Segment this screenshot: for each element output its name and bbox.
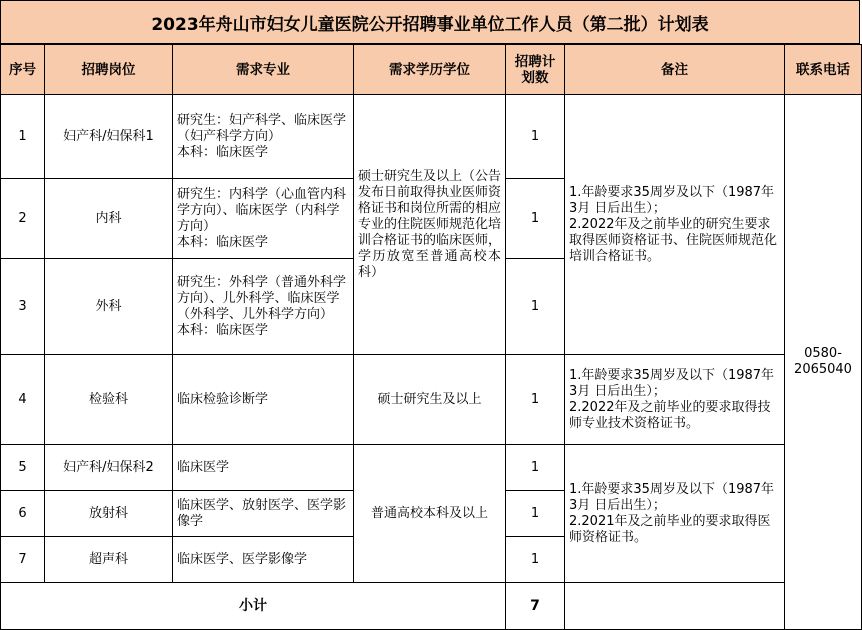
contact-phone: 0580-2065040	[785, 95, 862, 630]
row-plan: 1	[506, 259, 565, 355]
header-phone: 联系电话	[785, 45, 862, 95]
subtotal-label: 小计	[1, 583, 506, 630]
row-post: 放射科	[45, 491, 173, 537]
table-row	[1, 355, 862, 445]
remark-group-1: 1.年龄要求35周岁及以下（1987年3月 日后出生）； 2.2022年及之前毕业的研究生要求取得医师资格证书、住院医师规范化培训合格证书。	[565, 95, 785, 355]
row-no: 7	[1, 537, 45, 583]
row-plan: 1	[506, 445, 565, 491]
table-row	[1, 445, 862, 491]
row-post: 外科	[45, 259, 173, 355]
row-post: 妇产科/妇保科1	[45, 95, 173, 179]
subtotal-value: 7	[506, 583, 565, 630]
row-plan: 1	[506, 179, 565, 259]
header-degree: 需求学历学位	[354, 45, 506, 95]
degree-group-2: 硕士研究生及以上	[354, 355, 506, 445]
row-no: 1	[1, 95, 45, 179]
plan-table	[0, 44, 862, 630]
row-major: 临床检验诊断学	[173, 355, 354, 445]
remark-group-3: 1.年龄要求35周岁及以下（1987年3月 日后出生）； 2.2021年及之前毕业的要求取得医师资格证书。	[565, 445, 785, 583]
row-plan: 1	[506, 537, 565, 583]
row-post: 妇产科/妇保科2	[45, 445, 173, 491]
header-plan: 招聘计划数	[506, 45, 565, 95]
subtotal-remark-empty	[565, 583, 785, 630]
remark-group-2: 1.年龄要求35周岁及以下（1987年3月 日后出生）； 2.2022年及之前毕业的要求取得技师专业技术资格证书。	[565, 355, 785, 445]
header-row	[1, 45, 862, 95]
page-title: 2023年舟山市妇女儿童医院公开招聘事业单位工作人员（第二批）计划表	[0, 0, 860, 44]
row-major: 研究生：妇产科学、临床医学（妇产科学方向） 本科：临床医学	[173, 95, 354, 179]
row-major: 研究生：外科学（普通外科学方向）、儿外科学、临床医学（外科学、儿外科学方向） 本科：临床医学	[173, 259, 354, 355]
subtotal-row	[1, 583, 862, 630]
row-post: 超声科	[45, 537, 173, 583]
row-no: 5	[1, 445, 45, 491]
row-plan: 1	[506, 491, 565, 537]
row-post: 内科	[45, 179, 173, 259]
row-no: 6	[1, 491, 45, 537]
row-post: 检验科	[45, 355, 173, 445]
row-major: 临床医学	[173, 445, 354, 491]
row-no: 3	[1, 259, 45, 355]
row-plan: 1	[506, 355, 565, 445]
row-no: 4	[1, 355, 45, 445]
row-major: 研究生：内科学（心血管内科学方向）、临床医学（内科学方向） 本科：临床医学	[173, 179, 354, 259]
row-major: 临床医学、放射医学、医学影像学	[173, 491, 354, 537]
row-plan: 1	[506, 95, 565, 179]
row-major: 临床医学、医学影像学	[173, 537, 354, 583]
header-major: 需求专业	[173, 45, 354, 95]
header-post: 招聘岗位	[45, 45, 173, 95]
header-remark: 备注	[565, 45, 785, 95]
table-row	[1, 95, 862, 179]
row-no: 2	[1, 179, 45, 259]
degree-group-3: 普通高校本科及以上	[354, 445, 506, 583]
degree-group-1: 硕士研究生及以上（公告发布日前取得执业医师资格证书和岗位所需的相应专业的住院医师规范化培训合格证书的临床医师，学历放宽至普通高校本科）	[354, 95, 506, 355]
header-no: 序号	[1, 45, 45, 95]
